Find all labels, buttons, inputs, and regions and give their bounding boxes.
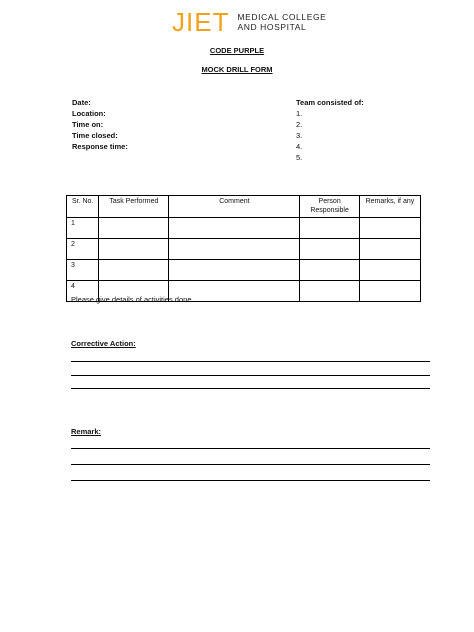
remark-line[interactable] <box>71 464 430 465</box>
college-logo <box>172 8 326 36</box>
header-comment: Comment <box>169 196 300 218</box>
tasks-table <box>66 195 421 302</box>
header-remarks: Remarks, if any <box>359 196 420 218</box>
comment-cell[interactable] <box>169 239 300 260</box>
table-row <box>67 218 421 239</box>
remarks-cell[interactable] <box>359 218 420 239</box>
logo-mark: JIET <box>172 7 230 37</box>
code-title: CODE PURPLE <box>209 46 265 55</box>
logo-line-1: MEDICAL COLLEGE <box>237 12 327 22</box>
task-cell[interactable] <box>99 218 169 239</box>
form-title: MOCK DRILL FORM <box>201 65 273 74</box>
team-number-5: 5. <box>296 153 303 162</box>
person-cell[interactable] <box>300 281 359 302</box>
table-row <box>67 239 421 260</box>
logo-line-2: AND HOSPITAL <box>237 22 307 32</box>
logo-text <box>237 12 326 32</box>
response-time-label: Response time: <box>72 142 128 151</box>
remark-line[interactable] <box>71 480 430 481</box>
row-number: 2 <box>67 239 99 260</box>
table-header-row <box>67 196 421 218</box>
corrective-action-line[interactable] <box>71 375 430 376</box>
corrective-action-line[interactable] <box>71 388 430 389</box>
remarks-cell[interactable] <box>359 239 420 260</box>
header-task: Task Performed <box>99 196 169 218</box>
date-label: Date: <box>72 98 91 107</box>
team-number-2: 2. <box>296 120 303 129</box>
header-person: Person Responsible <box>300 196 359 218</box>
table-row <box>67 260 421 281</box>
time-on-label: Time on: <box>72 120 104 129</box>
task-cell[interactable] <box>99 260 169 281</box>
team-number-1: 1. <box>296 109 303 118</box>
activities-note: Please give details of activities done <box>71 295 192 304</box>
row-number: 3 <box>67 260 99 281</box>
person-cell[interactable] <box>300 239 359 260</box>
corrective-action-heading: Corrective Action: <box>71 339 136 348</box>
comment-cell[interactable] <box>169 260 300 281</box>
team-number-4: 4. <box>296 142 303 151</box>
remarks-cell[interactable] <box>359 281 420 302</box>
remark-heading: Remark: <box>71 427 102 436</box>
location-label: Location: <box>72 109 106 118</box>
team-label: Team consisted of: <box>296 98 364 107</box>
drill-details <box>72 97 128 152</box>
team-list <box>296 97 364 163</box>
remark-line[interactable] <box>71 448 430 449</box>
remarks-cell[interactable] <box>359 260 420 281</box>
header-sr-no: Sr. No. <box>67 196 99 218</box>
team-number-3: 3. <box>296 131 303 140</box>
comment-cell[interactable] <box>169 218 300 239</box>
person-cell[interactable] <box>300 218 359 239</box>
person-cell[interactable] <box>300 260 359 281</box>
time-closed-label: Time closed: <box>72 131 118 140</box>
row-number: 1 <box>67 218 99 239</box>
corrective-action-line[interactable] <box>71 361 430 362</box>
row-number: 4 <box>67 281 99 302</box>
task-cell[interactable] <box>99 239 169 260</box>
